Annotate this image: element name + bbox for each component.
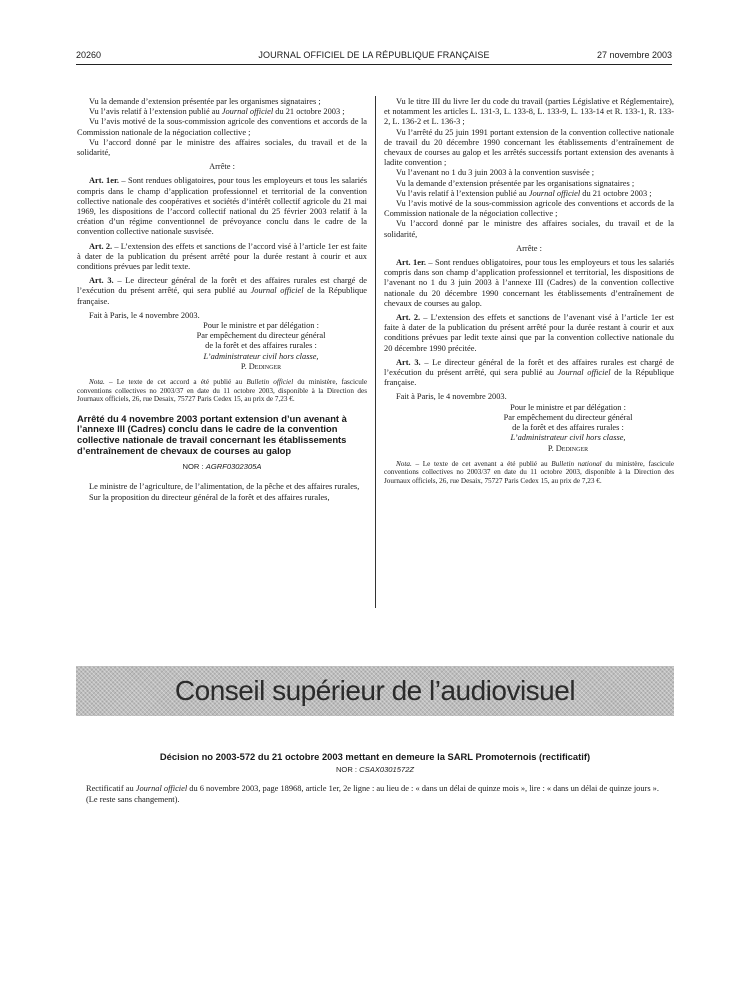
visa: Vu le titre III du livre Ier du code du travail (parties Législative et Réglementaire), et notamment les articles L. 131-3, L. 133-8, L. 133-9, L. 133-14 et R. 133-1, R. 133-2, L. 136-2 et L. 136-3 ; xyxy=(384,97,674,127)
done-at: Fait à Paris, le 4 novembre 2003. xyxy=(396,392,507,402)
intro-minister: Le ministre de l’agriculture, de l’alimentation, de la pêche et des affaires rurales, xyxy=(89,482,360,492)
visa: Vu la demande d’extension présentée par les organismes signataires ; xyxy=(89,97,321,106)
rectificatif-text: Rectificatif au Journal officiel du 6 novembre 2003, page 18968, article 1er, 2e ligne : au lieu de : « dans un délai de quinze mois », lire : « dans un délai de quinze jours ». xyxy=(86,784,659,794)
page-header xyxy=(76,50,672,64)
signatory-name: P. Dedinger xyxy=(240,361,282,371)
nor-reference: NOR : AGRF0302305A xyxy=(182,462,262,472)
rest-unchanged: (Le reste sans changement). xyxy=(86,794,180,804)
visa: Vu la demande d’extension présentée par les organisations signataires ; xyxy=(396,178,635,188)
nota: Nota. – Le texte de cet avenant a été publié au Bulletin national du ministère, fascicule conventions collectives no 2003/37 en date du 11 octobre 2003, disponible à la Direction des Journaux officiels, 26, rue Desaix, 75727 Paris Cedex 15, au prix de 7,23 €. xyxy=(384,459,675,485)
signature-block: Pour le ministre et par délégation : Par empêchement du directeur général de la forêt et des affaires rurales : L’administrateur civil hors classe, P. Dedinger xyxy=(77,321,367,372)
left-column xyxy=(77,97,367,503)
visa: Vu l’accord donné par le ministre des affaires sociales, du travail et de la solidarité, xyxy=(384,219,674,239)
article-2: Art. 2. – L’extension des effets et sanctions de l’avenant visé à l’article 1er est faite à dater de la publication du présent arrêté pour la durée restant à courir et aux conditions prévues par ledit texte ainsi que par la convention collective nationale du 20 décembre 1990 précitée. xyxy=(384,313,674,353)
page-number: 20260 xyxy=(76,50,102,60)
decision-section xyxy=(76,752,674,805)
signature-block: Pour le ministre et par délégation : Par empêchement du directeur général de la forêt et des affaires rurales : L’administrateur civil hors classe, P. Dedinger xyxy=(384,403,674,454)
visa: Vu l’avis motivé de la sous-commission agricole des conventions et accords de la Commission nationale de la négociation collective ; xyxy=(77,117,367,137)
done-at: Fait à Paris, le 4 novembre 2003. xyxy=(89,310,200,320)
visa: Vu l’avis motivé de la sous-commission agricole des conventions et accords de la Commission nationale de la négociation collective ; xyxy=(384,199,674,219)
arrete-heading: Arrête : xyxy=(209,162,235,172)
section-title: Conseil supérieur de l’audiovisuel xyxy=(174,675,576,706)
visa: Vu l’avenant no 1 du 3 juin 2003 à la convention susvisée ; xyxy=(396,168,595,178)
intro-proposal: Sur la proposition du directeur général de la forêt et des affaires rurales, xyxy=(89,492,330,502)
article-3: Art. 3. – Le directeur général de la forêt et des affaires rurales est chargé de l’exécution du présent arrêté, qui sera publié au Journal officiel de la République française. xyxy=(77,276,368,306)
section-banner xyxy=(76,666,674,716)
visa: Vu l’avis relatif à l’extension publié au Journal officiel du 21 octobre 2003 ; xyxy=(89,107,345,117)
visa: Vu l’avis relatif à l’extension publié au Journal officiel du 21 octobre 2003 ; xyxy=(396,188,652,198)
arrete-heading: Arrête : xyxy=(516,243,542,253)
visa: Vu l’arrêté du 25 juin 1991 portant extension de la convention collective nationale de travail du 20 décembre 1990 concernant les établissements d’entraînement de chevaux de courses au galop et les arrêtés successifs portant extension des avenants à ladite convention ; xyxy=(384,127,674,168)
issue-date: 27 novembre 2003 xyxy=(596,50,672,60)
decree-title: Arrêté du 4 novembre 2003 portant extension d’un avenant à l’annexe III (Cadres) conclu dans le cadre de la convention collective nationale de travail concernant les établissements d’entraînement de chevaux de courses au galop xyxy=(77,412,347,456)
nor-reference: NOR : CSAX0301572Z xyxy=(335,765,415,775)
header-rule xyxy=(76,64,672,65)
article-1: Art. 1er. – Sont rendues obligatoires, pour tous les employeurs et tous les salariés compris dans son champ d’application professionnel et territorial, les dispositions de l’avenant no 1 du 3 juin 2003 à l’annexe III (Cadres) de la convention collective nationale du 20 décembre 1990 concernant les établissements d’entraînement de chevaux de courses au galop. xyxy=(384,258,674,308)
visa: Vu l’accord donné par le ministre des affaires sociales, du travail et de la solidarité, xyxy=(77,137,367,158)
right-column xyxy=(384,97,674,485)
article-3: Art. 3. – Le directeur général de la forêt et des affaires rurales est chargé de l’exécution du présent arrêté, qui sera publié au Journal officiel de la République française. xyxy=(384,357,675,388)
article-2: Art. 2. – L’extension des effets et sanctions de l’accord visé à l’article 1er est faite à dater de la publication du présent arrêté pour la durée restant à courir et aux conditions prévues par ledit texte. xyxy=(77,241,368,272)
journal-officiel-ref: Journal officiel xyxy=(221,107,274,117)
decision-title: Décision no 2003-572 du 21 octobre 2003 mettant en demeure la SARL Promoternois (rectificatif) xyxy=(159,751,591,762)
signatory-name: P. Dedinger xyxy=(547,443,589,453)
article-1: Art. 1er. – Sont rendues obligatoires, pour tous les employeurs et tous les salariés compris dans le champ d’application professionnel et territorial de la convention collective nationale des coopératives et sociétés d’intérêt collectif agricole du 21 mai 1969, les dispositions de l’accord collectif national du 25 février 2003 relatif à la création d’un régime conventionnel de prévoyance conclu dans le cadre de la convention collective nationale susvisée. xyxy=(77,176,367,237)
nota: Nota. – Le texte de cet accord a été publié au Bulletin officiel du ministère, fascicule conventions collectives no 2003/37 en date du 11 octobre 2003, disponible à la Direction des Journaux officiels, 26, rue Desaix, 75727 Paris Cedex 15, au prix de 7,23 €. xyxy=(77,378,368,404)
journal-title: JOURNAL OFFICIEL DE LA RÉPUBLIQUE FRANÇAISE xyxy=(258,50,490,60)
column-divider xyxy=(375,96,376,608)
